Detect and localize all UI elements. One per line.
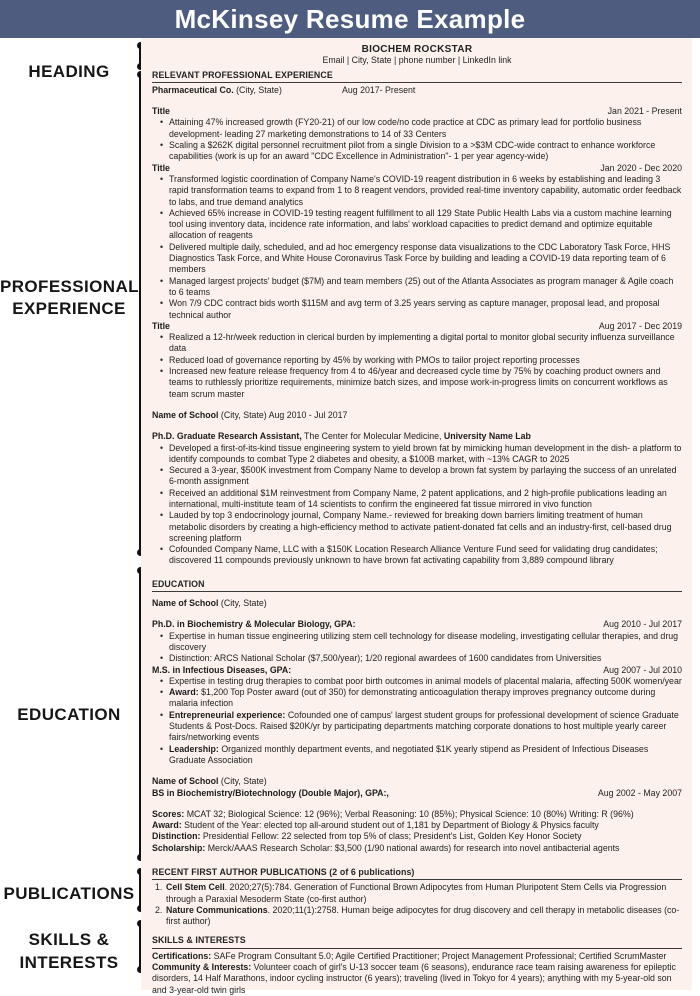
spacer <box>152 766 682 776</box>
entry-row <box>152 619 682 630</box>
text-line: Scholarship: Merck/AAAS Research Scholar: $3,500 (1/90 national awards) for research into novel antibacterial agents <box>152 842 620 853</box>
resume-section-skills-interests <box>152 935 682 995</box>
resume-paper <box>141 38 692 995</box>
section-header: RECENT FIRST AUTHOR PUBLICATIONS (2 of 6 publications) <box>152 867 682 880</box>
text-line: Ph.D. Graduate Research Assistant, The Center for Molecular Medicine, University Name Lab <box>152 431 531 442</box>
numbered-item: Cell Stem Cell. 2020;27(5):784. Generation of Functional Brown Adipocytes from Human Pluripotent Stem Cells via Progression through a Paraxial Mesoderm State (co-first author) <box>166 882 667 904</box>
text-line: Name of School (City, State) Aug 2010 - Jul 2017 <box>152 409 348 420</box>
spacer <box>152 421 682 431</box>
bullet-list <box>152 676 682 766</box>
gutter-label-education <box>0 704 138 726</box>
numbered-list <box>152 882 682 927</box>
section-header: EDUCATION <box>152 579 682 592</box>
gutter-label-line: HEADING <box>28 62 110 81</box>
bullet-list <box>152 631 682 665</box>
bullet-item: • Achieved 65% increase in COVID-19 testing reagent fulfillment to all 129 State Public Health Labs via a custom machine learning tool using inventory data, incidence rate information, and labs' workload capacities to predict demand and optimize equitable allocation of reagents <box>169 208 682 242</box>
entry-title: Title <box>152 162 170 173</box>
spacer <box>152 609 682 619</box>
entry-date: Aug 2007 - Jul 2010 <box>603 664 682 675</box>
bullet-item: • Scaling a $262K digital personnel recruitment pilot from a single Division to a >$3M CDC-wide contract to enhance workforce capabilities (work is up for an award "CDC Excellence in Administration"- 1 per year agency-wide) <box>169 140 682 163</box>
bullet-item: • Cofounded Company Name, LLC with a $150K Location Research Alliance Venture Fund seed for validating drug candidates; discovered 11 compounds previously unknown to have brown fat activating capability from 3,889 compound library <box>169 544 682 567</box>
entry-date: Aug 2002 - May 2007 <box>597 787 682 798</box>
section-header: RELEVANT PROFESSIONAL EXPERIENCE <box>152 70 682 83</box>
gutter-label-line: EDUCATION <box>17 705 121 724</box>
bullet-item: • Realized a 12-hr/week reduction in clerical burden by implementing a digital portal to monitor global security influenza surveillance data <box>169 332 682 355</box>
text-line: Distinction: Presidential Fellow: 22 selected from top 5% of class; President's List, Golden Key Honor Society <box>152 831 582 842</box>
entry-title: Title <box>152 320 170 331</box>
bullet-item: • Attaining 47% increased growth (FY20-21) of our low code/no code practice at CDC as primary lead for portfolio business development- leading 27 marketing demonstrations to 14 of 33 Centers <box>169 117 682 140</box>
entry-title: M.S. in Infectious Diseases, GPA: <box>152 664 292 675</box>
bullet-item: • Secured a 3-year, $500K investment from Company Name to develop a brown fat system by parlaying the success of an unrelated 6-month assignment <box>169 465 682 488</box>
bullet-item: • Won 7/9 CDC contract bids worth $115M and avg term of 3.25 years serving as capture manager, proposal lead, and proposal technical author <box>169 298 682 321</box>
bullet-item: • Expertise in human tissue engineering utilizing stem cell technology for disease modeling, investigating cellular therapies, and drug discovery <box>169 631 682 654</box>
bullet-item: • Distinction: ARCS National Scholar ($7,500/year); 1/20 regional awardees of 1600 candidates from Universities <box>169 653 682 664</box>
spacer <box>152 400 682 410</box>
gutter-label-line: PUBLICATIONS <box>3 884 135 903</box>
entry-date: Aug 2017- Present <box>342 84 416 95</box>
section-header: SKILLS & INTERESTS <box>152 935 682 948</box>
entry-title: Pharmaceutical Co. (City, State) <box>152 84 282 95</box>
entry-row <box>152 106 682 117</box>
gutter-label-line: EXPERIENCE <box>12 299 126 318</box>
text-line: Name of School (City, State) <box>152 598 267 609</box>
resume-name: BIOCHEM ROCKSTAR <box>361 44 473 55</box>
bullet-item: • Expertise in testing drug therapies to combat poor birth outcomes in animal models of placental malaria, affecting 500K women/year <box>169 676 682 687</box>
bullet-item: • Leadership: Organized monthly department events, and negotiated $1K yearly stipend as President of Infectious Diseases Graduate Association <box>169 744 682 767</box>
text-line: Name of School (City, State) <box>152 776 267 787</box>
bullet-item: • Developed a first-of-its-kind tissue engineering system to yield brown fat by mimicking human development in the dish- a platform to identify compounds to combat Type 2 diabetes and obesity, a $100B market, with ~13% CAGR to 2025 <box>169 443 682 466</box>
entry-date: Aug 2017 - Dec 2019 <box>598 320 682 331</box>
gutter-label-line: PROFESSIONAL <box>0 277 139 296</box>
numbered-item: Nature Communications. 2020;11(1):2758. Human beige adipocytes for drug discovery and cell therapy in metabolic diseases (co-first author) <box>166 904 680 927</box>
entry-row <box>152 85 682 96</box>
bullet-list <box>152 174 682 321</box>
resume-body <box>152 70 682 996</box>
text-line: Award: Student of the Year: elected top all-around student out of 1,181 by Department of Biology & Physics faculty <box>152 820 599 831</box>
gutter-label-skills-interests <box>0 928 138 974</box>
bullet-item: • Reduced load of governance reporting by 45% by working with PMOs to tailor project reporting processes <box>169 355 682 366</box>
spacer <box>152 799 682 809</box>
entry-date: Jan 2020 - Dec 2020 <box>600 162 682 173</box>
bullet-list <box>152 443 682 567</box>
entry-row <box>152 788 682 799</box>
resume-contact: Email | City, State | phone number | LinkedIn link <box>322 55 512 66</box>
resume-section-publications <box>152 867 682 927</box>
bullet-item: • Entrepreneurial experience: Cofounded one of campus' largest student groups for professional development of science Graduate Students & Post-Docs. Raised $20K/yr by participating departments matching corporate donations to host multiple yearly career fairs/networking events <box>169 710 682 744</box>
text-line: Certifications: SAFe Program Consultant 5.0; Agile Certified Practitioner; Project Management Professional; Certified ScrumMaster <box>152 950 667 961</box>
gutter-label-publications <box>0 883 138 905</box>
entry-title: BS in Biochemistry/Biotechnology (Double Major), GPA:, <box>152 787 389 798</box>
entry-title: Ph.D. in Biochemistry & Molecular Biology, GPA: <box>152 619 356 630</box>
entry-title: Title <box>152 106 170 117</box>
resume-section-professional-experience <box>152 70 682 567</box>
banner <box>0 0 700 38</box>
bullet-item: • Delivered multiple daily, scheduled, and ad hoc emergency response data visualizations to the CDC Laboratory Task Force, HHS Diagnostics Task Force, and White House Coronavirus Task Force by building and leading a COVID-19 data reporting team of 6 members <box>169 242 682 276</box>
bullet-list <box>152 332 682 400</box>
text-line: Scores: MCAT 32; Biological Science: 12 (96%); Verbal Reasoning: 10 (85%); Physical Science: 10 (80%) Writing: R (96%) <box>152 808 634 819</box>
bullet-item: • Increased new feature release frequency from 4 to 46/year and decreased cycle time by 75% by coaching product owners and teams to ruthlessly prioritize requirements, minimize batch sizes, and impose work-in-progress limits on concurrent workflows as team scrum master <box>169 366 682 400</box>
gutter-label-professional-experience <box>0 276 138 320</box>
gutter-label-line: SKILLS & <box>28 930 110 949</box>
text-line: Community & Interests: Volunteer coach of girl's U-13 soccer team (6 seasons), endurance race team raising awareness for epileptic disorders, 14 Half Marathons, indoor cycling instructor (6 years); traveling (lived in Tokyo for 4 years); anything with my 5-year-old son and 3-year-old twin girls <box>152 962 676 995</box>
resume-section-education <box>152 579 682 854</box>
bullet-item: • Managed largest projects' budget ($7M) and team members (25) out of the Atlanta Associates as program manager & Agile coach to 6 teams <box>169 276 682 299</box>
spacer <box>152 96 682 106</box>
bullet-item: • Transformed logistic coordination of Company Name's COVID-19 reagent distribution in 6 weeks by establishing and leading 3 rapid transformation teams to expand from 1 to 8 reagent vendors, provided real-time inventory capability, automatic order feedback to labs, and true demand analytics <box>169 174 682 208</box>
entry-date: Jan 2021 - Present <box>607 106 682 117</box>
bullet-item: • Lauded by top 3 endocrinology journal, Company Name.- reviewed for breaking down barriers limiting treatment of human metabolic disorders by creating a high-efficiency method to activate patient-donated fat cells and an industry-first, cell-based drug screening platform <box>169 510 682 544</box>
entry-date: Aug 2010 - Jul 2017 <box>603 619 682 630</box>
bullet-list <box>152 117 682 162</box>
page-title: McKinsey Resume Example <box>174 3 526 34</box>
entry-row <box>152 665 682 676</box>
gutter-label-line: INTERESTS <box>19 953 119 972</box>
gutter-label-heading <box>0 61 138 83</box>
bullet-item: • Award: $1,200 Top Poster award (out of 350) for demonstrating anticoagulation therapy improves pregnancy outcome during malaria infection <box>169 687 682 710</box>
bullet-item: • Received an additional $1M reinvestment from Company Name, 2 patent applications, and 2 high-profile publications leading an international, multi-institute team of 14 scientists to confirm the engineered fat tissue mirrored in vivo function <box>169 488 682 511</box>
entry-row <box>152 163 682 174</box>
entry-row <box>152 321 682 332</box>
